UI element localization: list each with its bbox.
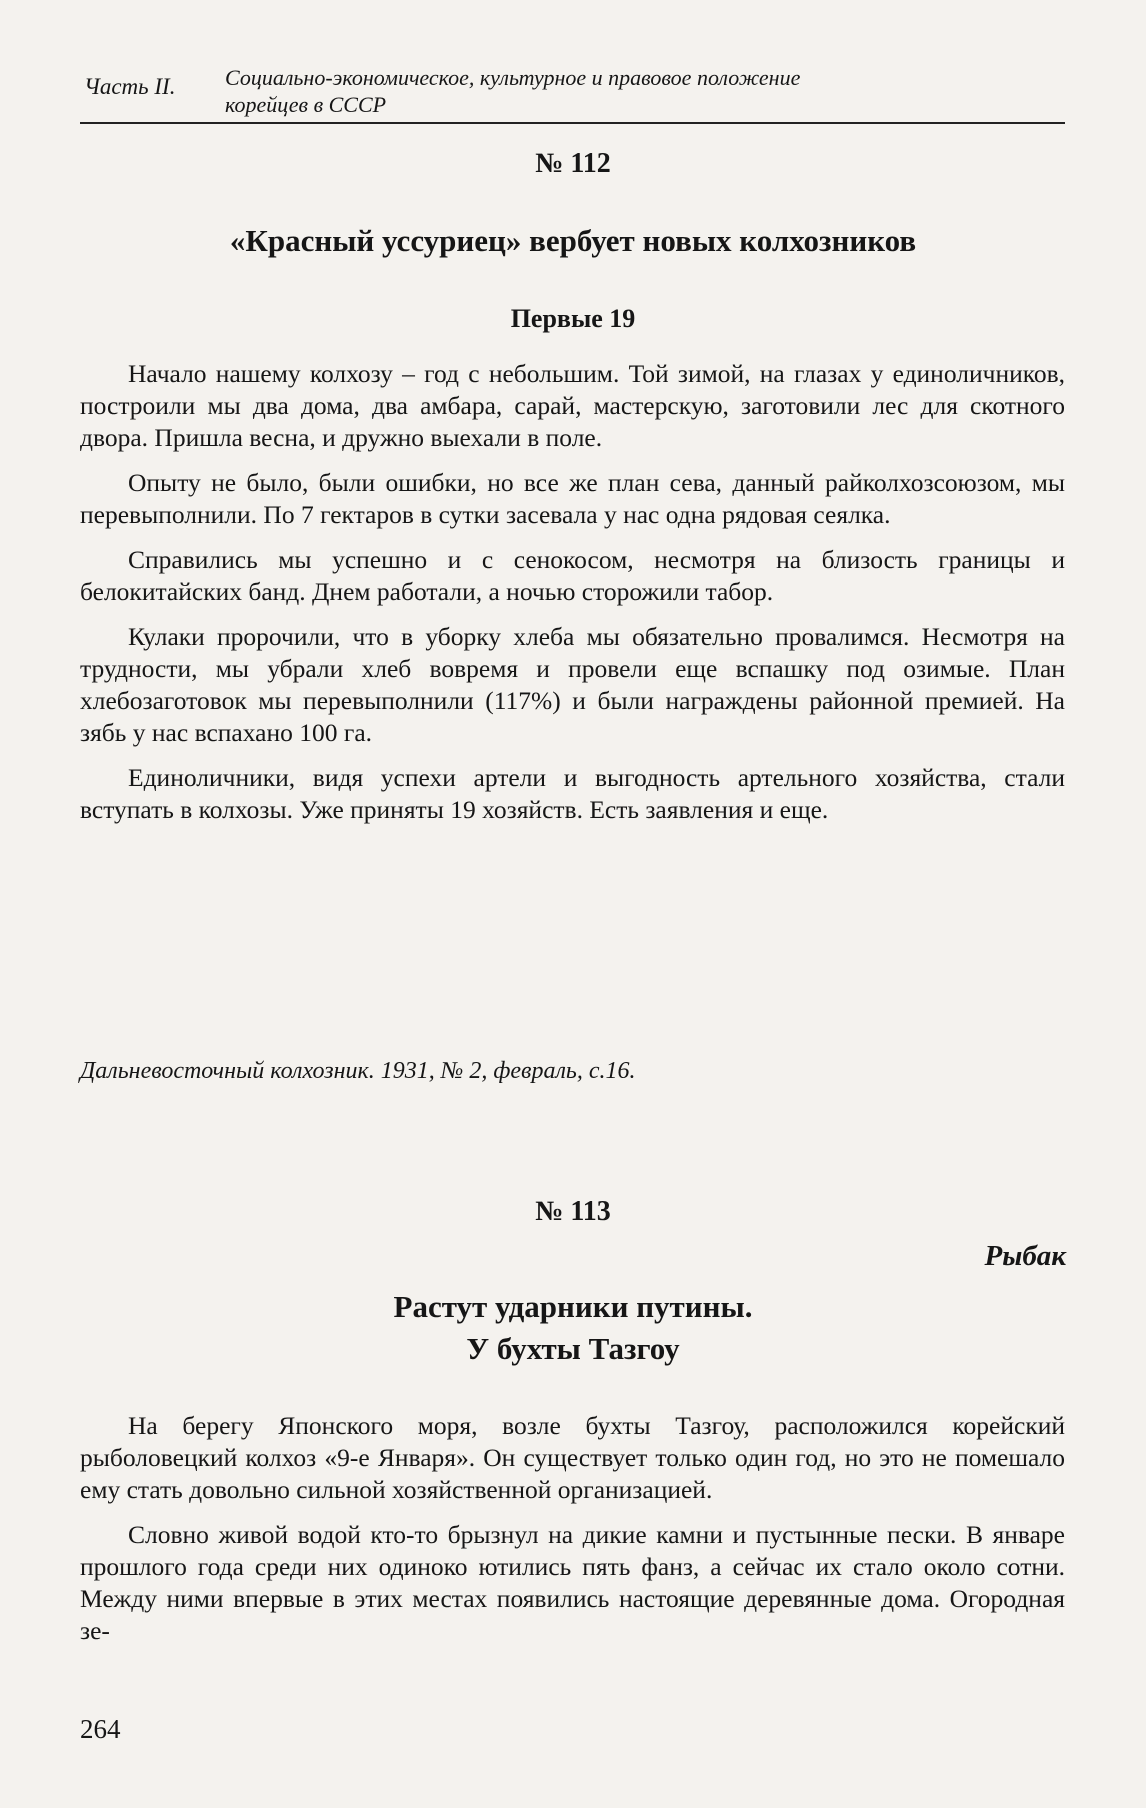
header-title-line2: корейцев в СССР xyxy=(225,92,387,117)
doc-113-paragraph: Словно живой водой кто-то брызнул на дикие камни и пустынные пески. В январе прошлого года среди них одиноко ютились пять фанз, а сейчас их стало около сотни. Между ними впервые в этих местах появились настоящие деревянные дома. Огородная зе- xyxy=(80,1520,1065,1645)
doc-112-source: Дальневосточный колхозник. 1931, № 2, февраль, с.16. xyxy=(80,1058,636,1084)
running-header xyxy=(80,60,1065,124)
header-part: Часть II. xyxy=(84,74,176,99)
doc-112-title: «Красный уссуриец» вербует новых колхозников xyxy=(229,223,917,258)
doc-113-title-line2: У бухты Тазгоу xyxy=(466,1331,680,1366)
doc-113-body xyxy=(80,1410,1065,1660)
header-title-line1: Социально-экономическое, культурное и правовое положение xyxy=(225,65,801,90)
doc-112-paragraph: Начало нашему колхозу – год с небольшим. Той зимой, на глазах у единоличников, построили мы два дома, два амбара, сарай, мастерскую, заготовили лес для скотного двора. Пришла весна, и дружно выехали в поле. xyxy=(80,359,1065,452)
header-title xyxy=(225,64,1045,118)
doc-112-subtitle: Первые 19 xyxy=(510,304,636,333)
page-number: 264 xyxy=(80,1714,121,1744)
header-rule xyxy=(80,122,1065,124)
doc-112-paragraph: Кулаки пророчили, что в уборку хлеба мы обязательно провалимся. Несмотря на трудности, мы убрали хлеб вовремя и провели еще вспашку под озимые. План хлебозаготовок мы перевыполнили (117%) и были награждены районной премией. На зябь у нас вспахано 100 га. xyxy=(80,622,1065,747)
doc-113-title-line1: Растут ударники путины. xyxy=(393,1289,753,1324)
doc-113-author: Рыбак xyxy=(984,1240,1066,1272)
doc-113-paragraph: На берегу Японского моря, возле бухты Тазгоу, расположился корейский рыболовецкий колхоз «9-е Января». Он существует только один год, но это не помешало ему стать довольно сильной хозяйственной организацией. xyxy=(80,1411,1065,1504)
doc-112-paragraph: Справились мы успешно и с сенокосом, несмотря на близость границы и белокитайских банд. Днем работали, а ночью сторожили табор. xyxy=(80,545,1065,606)
doc-113-number: № 113 xyxy=(535,1196,611,1227)
doc-112-number: № 112 xyxy=(535,148,611,179)
doc-112-paragraph: Опыту не было, были ошибки, но все же план сева, данный райколхозсоюзом, мы перевыполнили. По 7 гектаров в сутки засевала у нас одна рядовая сеялка. xyxy=(80,468,1065,529)
doc-112-paragraph: Единоличники, видя успехи артели и выгодность артельного хозяйства, стали вступать в колхозы. Уже приняты 19 хозяйств. Есть заявления и еще. xyxy=(80,763,1065,824)
doc-112-body xyxy=(80,358,1065,839)
